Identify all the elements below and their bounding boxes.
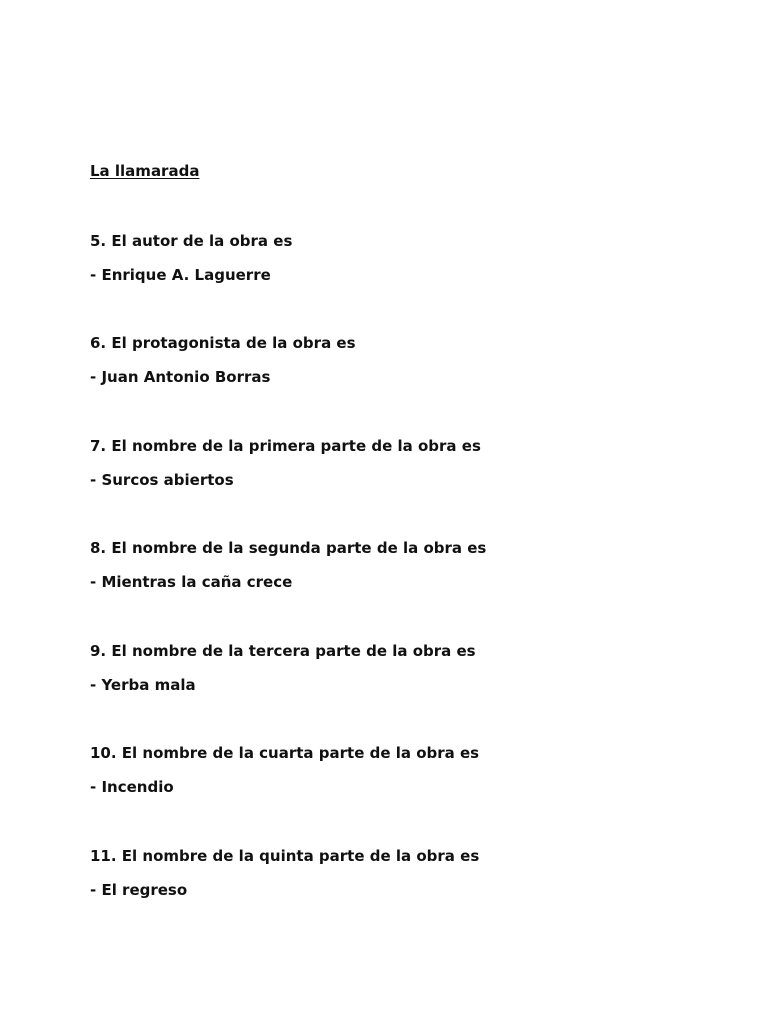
question-text: 5. El autor de la obra es — [90, 232, 293, 250]
question-item — [90, 846, 690, 900]
question-text: 9. El nombre de la tercera parte de la obra es — [90, 642, 476, 660]
answer-text: - El regreso — [90, 881, 188, 899]
question-text: 8. El nombre de la segunda parte de la obra es — [90, 539, 487, 557]
answer-text: - Surcos abiertos — [90, 471, 234, 489]
question-item — [90, 538, 690, 592]
question-item — [90, 436, 690, 490]
answer-text: - Mientras la caña crece — [90, 573, 293, 591]
question-item — [90, 333, 690, 387]
question-item — [90, 743, 690, 797]
question-text: 10. El nombre de la cuarta parte de la obra es — [90, 744, 480, 762]
question-item — [90, 641, 690, 695]
answer-text: - Incendio — [90, 778, 174, 796]
answer-text: - Enrique A. Laguerre — [90, 266, 271, 284]
question-text: 11. El nombre de la quinta parte de la obra es — [90, 847, 480, 865]
answer-text: - Yerba mala — [90, 676, 196, 694]
document-title: La llamarada — [90, 162, 200, 180]
answer-text: - Juan Antonio Borras — [90, 368, 271, 386]
question-text: 7. El nombre de la primera parte de la obra es — [90, 437, 481, 455]
question-text: 6. El protagonista de la obra es — [90, 334, 356, 352]
question-item — [90, 231, 690, 285]
